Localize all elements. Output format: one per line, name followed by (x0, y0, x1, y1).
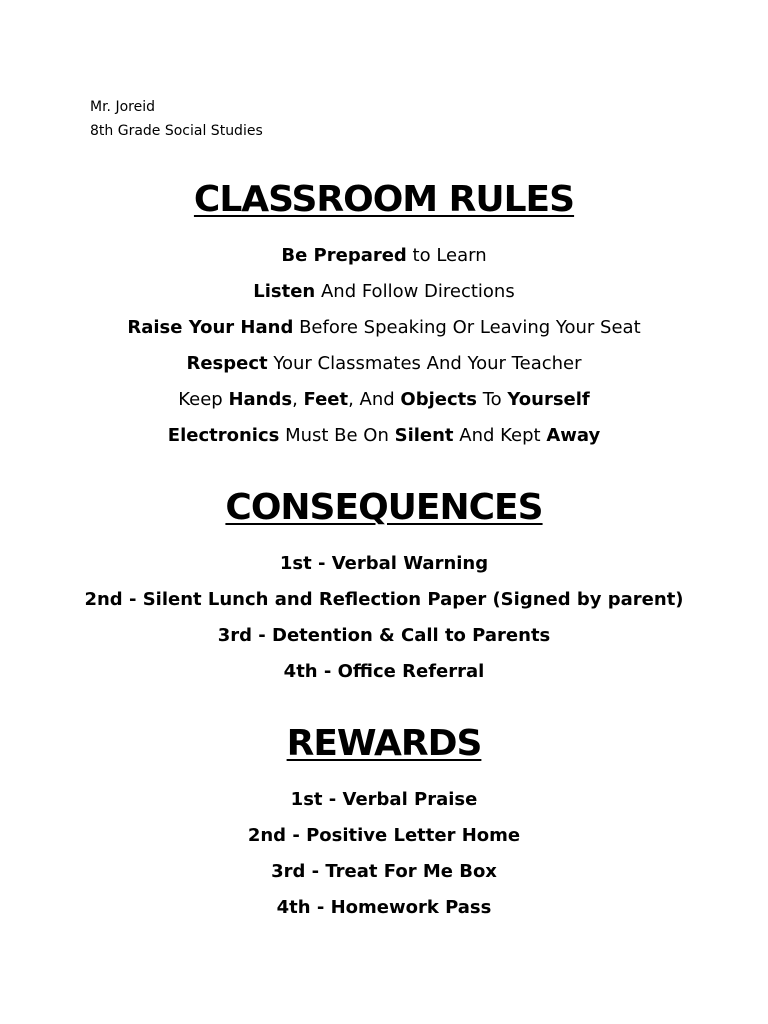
consequence-item: 1st - Verbal Warning (279, 553, 489, 574)
rule-item (0, 418, 768, 454)
rule-emphasis: Respect (186, 353, 268, 374)
rule-emphasis: Away (546, 425, 601, 446)
consequences-section (0, 486, 768, 690)
rule-text: Keep (178, 389, 229, 410)
rule-text: And Kept (453, 425, 547, 446)
consequences-list (0, 546, 768, 690)
document-header (90, 95, 263, 143)
rule-emphasis: Raise Your Hand (127, 317, 294, 338)
teacher-name: Mr. Joreid (90, 99, 155, 115)
rule-emphasis: Silent (394, 425, 454, 446)
consequences-title: CONSEQUENCES (225, 487, 543, 528)
rule-text: Before Speaking Or Leaving Your Seat (293, 317, 641, 338)
rule-emphasis: Objects (400, 389, 477, 410)
rule-text: to Learn (406, 245, 487, 266)
rewards-list (0, 782, 768, 926)
rules-list (0, 238, 768, 454)
rule-text: Your Classmates And Your Teacher (267, 353, 582, 374)
rule-item (0, 310, 768, 346)
rule-emphasis: Hands (228, 389, 293, 410)
rule-emphasis: Electronics (167, 425, 280, 446)
rules-section (0, 178, 768, 454)
reward-item: 4th - Homework Pass (276, 897, 492, 918)
rule-text: To (476, 389, 508, 410)
rule-emphasis: Listen (253, 281, 316, 302)
course-name: 8th Grade Social Studies (90, 123, 263, 139)
rule-item (0, 382, 768, 418)
rewards-section (0, 722, 768, 926)
consequence-item: 2nd - Silent Lunch and Reflection Paper (Signed by parent) (84, 589, 684, 610)
consequence-item: 3rd - Detention & Call to Parents (217, 625, 551, 646)
rule-emphasis: Be Prepared (281, 245, 407, 266)
consequence-item: 4th - Office Referral (283, 661, 485, 682)
rule-emphasis: Yourself (507, 389, 590, 410)
reward-item: 1st - Verbal Praise (290, 789, 478, 810)
rule-text: Must Be On (279, 425, 395, 446)
rule-text: , (292, 389, 304, 410)
rules-title: CLASSROOM RULES (193, 179, 575, 220)
rule-item (0, 346, 768, 382)
rule-text: And Follow Directions (315, 281, 515, 302)
rule-item (0, 238, 768, 274)
rule-text: , And (348, 389, 401, 410)
rule-emphasis: Feet (303, 389, 349, 410)
rule-item (0, 274, 768, 310)
reward-item: 3rd - Treat For Me Box (271, 861, 497, 882)
reward-item: 2nd - Positive Letter Home (247, 825, 521, 846)
rewards-title: REWARDS (286, 723, 482, 764)
